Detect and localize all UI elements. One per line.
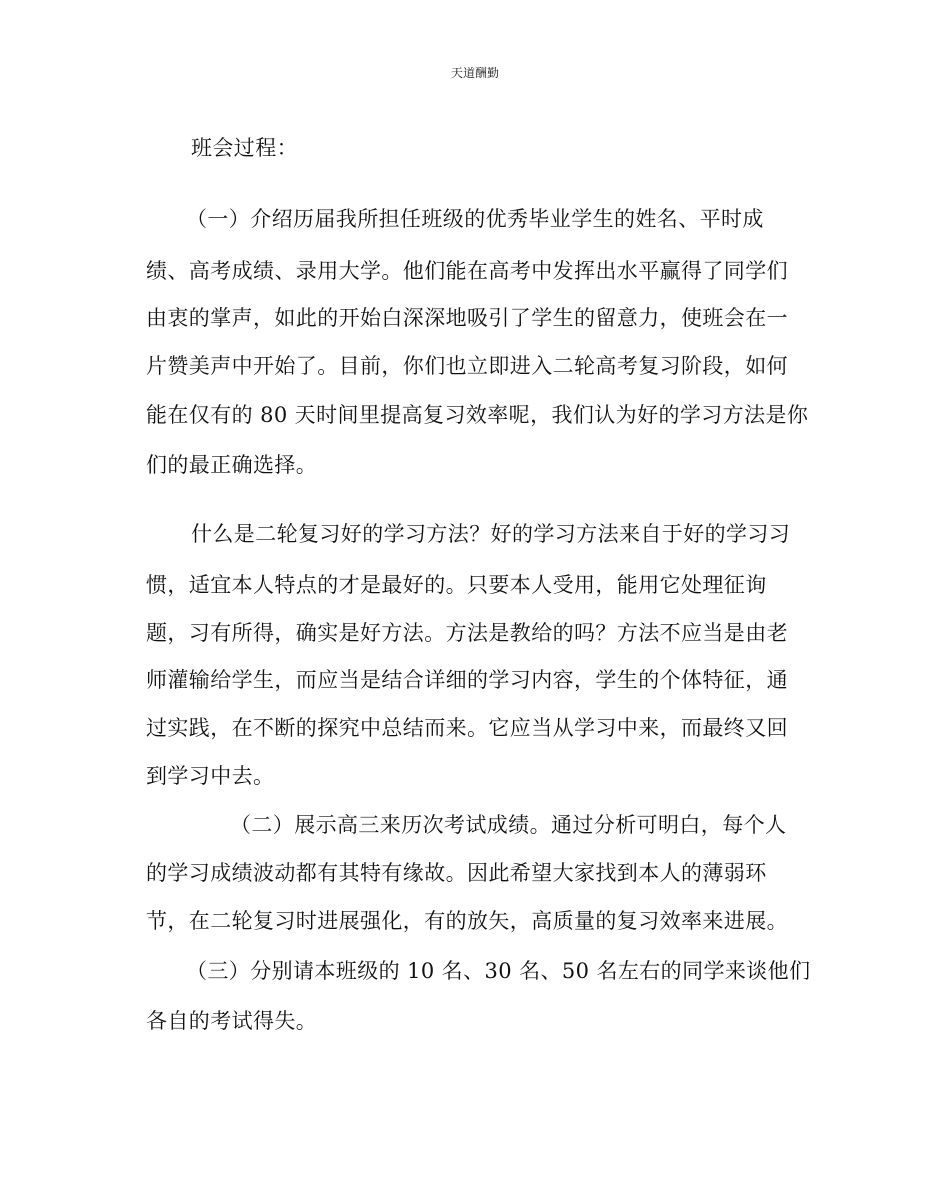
paragraph-3-line-1: （二）展示高三来历次考试成绩。通过分析可明白，每个人 — [230, 813, 787, 837]
page-header: 天道酬勤 — [450, 66, 499, 80]
section-title: 班会过程： — [191, 136, 298, 160]
paragraph-2-line-1: 什么是二轮复习好的学习方法？好的学习方法来自于好的学习习 — [191, 522, 791, 546]
paragraph-2-line-5: 过实践，在不断的探究中总结而来。它应当从学习中来，而最终又回 — [146, 716, 788, 740]
paragraph-2-line-2: 惯，适宜本人特点的才是最好的。只要本人受用，能用它处理征询 — [146, 573, 767, 597]
paragraph-1-line-3: 由衷的掌声，如此的开始白深深地吸引了学生的留意力，使班会在一 — [146, 306, 788, 330]
paragraph-1-line-4: 片赞美声中开始了。目前，你们也立即进入二轮高考复习阶段，如何 — [146, 354, 788, 378]
paragraph-2-line-4: 师灌输给学生，而应当是结合详细的学习内容，学生的个体特征，通 — [146, 668, 788, 692]
paragraph-4-line-2: 各自的考试得失。 — [146, 1009, 318, 1033]
paragraph-1-line-1: （一）介绍历届我所担任班级的优秀毕业学生的姓名、平时成 — [186, 207, 764, 231]
paragraph-1-line-2: 绩、高考成绩、录用大学。他们能在高考中发挥出水平赢得了同学们 — [146, 259, 788, 283]
paragraph-3-line-2: 的学习成绩波动都有其特有缘故。因此希望大家找到本人的薄弱环 — [146, 861, 767, 885]
paragraph-1-line-6: 们的最正确选择。 — [146, 453, 318, 477]
paragraph-3-line-3: 节，在二轮复习时进展强化，有的放矢，高质量的复习效率来进展。 — [146, 909, 788, 933]
paragraph-1-line-5: 能在仅有的 80 天时间里提高复习效率呢，我们认为好的学习方法是你 — [146, 403, 809, 427]
paragraph-2-line-3: 题，习有所得，确实是好方法。方法是教给的吗？方法不应当是由老 — [146, 621, 788, 645]
paragraph-2-line-6: 到学习中去。 — [146, 764, 275, 788]
paragraph-4-line-1: （三）分别请本班级的 10 名、30 名、50 名左右的同学来谈他们 — [186, 959, 811, 983]
